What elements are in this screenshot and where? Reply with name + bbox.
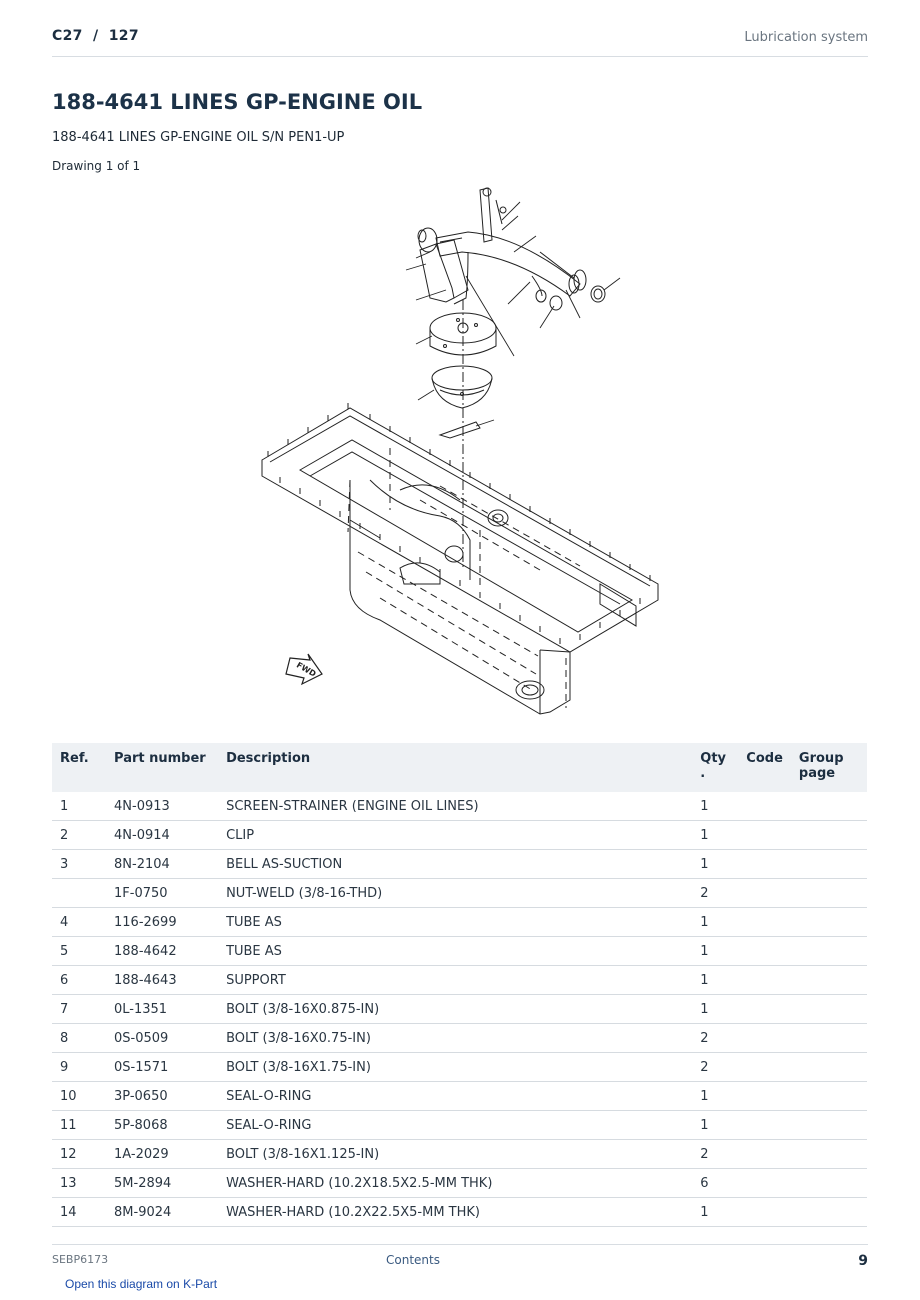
page-number: 9 [858, 1253, 868, 1269]
seal-o-ring-right [591, 286, 605, 302]
table-row [52, 1198, 867, 1227]
col-group-page: Group page [791, 743, 867, 792]
cell-ref: 12 [52, 1140, 106, 1169]
cell-qty: 2 [692, 1140, 738, 1169]
cell-code [738, 792, 791, 821]
col-description: Description [218, 743, 692, 792]
cell-description: WASHER-HARD (10.2X18.5X2.5-MM THK) [218, 1169, 692, 1198]
cell-group-page [791, 937, 867, 966]
cell-part-number: 4N-0913 [106, 792, 218, 821]
cell-description: BOLT (3/8-16X1.125-IN) [218, 1140, 692, 1169]
cell-description: BOLT (3/8-16X1.75-IN) [218, 1053, 692, 1082]
cell-ref: 10 [52, 1082, 106, 1111]
cell-part-number: 3P-0650 [106, 1082, 218, 1111]
cell-code [738, 1024, 791, 1053]
cell-qty: 1 [692, 966, 738, 995]
cell-ref: 13 [52, 1169, 106, 1198]
page-subtitle: 188-4641 LINES GP-ENGINE OIL S/N PEN1-UP [52, 130, 345, 145]
table-row [52, 1082, 867, 1111]
cell-ref: 4 [52, 908, 106, 937]
cell-group-page [791, 908, 867, 937]
cell-description: SEAL-O-RING [218, 1082, 692, 1111]
table-row [52, 821, 867, 850]
cell-part-number: 8N-2104 [106, 850, 218, 879]
cell-ref: 14 [52, 1198, 106, 1227]
open-kpart-link[interactable]: Open this diagram on K-Part [65, 1277, 218, 1291]
cell-description: TUBE AS [218, 908, 692, 937]
cell-description: WASHER-HARD (10.2X22.5X5-MM THK) [218, 1198, 692, 1227]
table-row [52, 908, 867, 937]
leader-lines [406, 202, 620, 426]
cell-code [738, 1140, 791, 1169]
footer-divider [52, 1244, 868, 1245]
cell-qty: 6 [692, 1169, 738, 1198]
cell-part-number: 116-2699 [106, 908, 218, 937]
cell-qty: 2 [692, 1024, 738, 1053]
cell-ref: 7 [52, 995, 106, 1024]
cell-description: BELL AS-SUCTION [218, 850, 692, 879]
table-row [52, 966, 867, 995]
cell-group-page [791, 850, 867, 879]
cell-qty: 1 [692, 850, 738, 879]
col-part-number: Part number [106, 743, 218, 792]
cell-part-number: 188-4643 [106, 966, 218, 995]
breadcrumb: C27 / 127 [52, 28, 139, 44]
cell-code [738, 908, 791, 937]
support-bracket [420, 188, 506, 302]
cell-code [738, 1053, 791, 1082]
cell-group-page [791, 1111, 867, 1140]
seal-o-ring-left [550, 296, 562, 310]
cell-group-page [791, 1198, 867, 1227]
table-row [52, 937, 867, 966]
page-title: 188-4641 LINES GP-ENGINE OIL [52, 90, 423, 114]
contents-link[interactable]: Contents [386, 1253, 440, 1267]
oil-pan [262, 408, 658, 714]
col-ref: Ref. [52, 743, 106, 792]
cell-part-number: 4N-0914 [106, 821, 218, 850]
col-qty: Qty . [692, 743, 738, 792]
cell-ref: 2 [52, 821, 106, 850]
cell-description: BOLT (3/8-16X0.75-IN) [218, 1024, 692, 1053]
cell-part-number: 188-4642 [106, 937, 218, 966]
cell-description: SCREEN-STRAINER (ENGINE OIL LINES) [218, 792, 692, 821]
cell-ref: 9 [52, 1053, 106, 1082]
cell-qty: 1 [692, 1082, 738, 1111]
cell-qty: 1 [692, 995, 738, 1024]
cell-qty: 2 [692, 879, 738, 908]
cell-code [738, 1198, 791, 1227]
cell-group-page [791, 1169, 867, 1198]
cell-group-page [791, 792, 867, 821]
table-row [52, 1111, 867, 1140]
fwd-arrow [286, 654, 322, 684]
cell-code [738, 937, 791, 966]
table-row [52, 1169, 867, 1198]
tube-assembly [418, 228, 586, 304]
cell-part-number: 8M-9024 [106, 1198, 218, 1227]
table-row [52, 792, 867, 821]
cell-code [738, 879, 791, 908]
cell-code [738, 850, 791, 879]
cell-ref: 11 [52, 1111, 106, 1140]
cell-qty: 1 [692, 1111, 738, 1140]
cell-qty: 1 [692, 908, 738, 937]
cell-code [738, 821, 791, 850]
table-row [52, 1140, 867, 1169]
cell-group-page [791, 966, 867, 995]
table-header-row [52, 743, 867, 792]
table-row [52, 1053, 867, 1082]
cell-part-number: 0S-1571 [106, 1053, 218, 1082]
screen-strainer [432, 366, 492, 408]
cell-group-page [791, 1140, 867, 1169]
parts-diagram[interactable] [240, 180, 680, 725]
table-row [52, 1024, 867, 1053]
cell-group-page [791, 1082, 867, 1111]
cell-qty: 1 [692, 1198, 738, 1227]
cell-ref: 5 [52, 937, 106, 966]
cell-description: NUT-WELD (3/8-16-THD) [218, 879, 692, 908]
table-row [52, 995, 867, 1024]
cell-group-page [791, 995, 867, 1024]
page-header [52, 28, 868, 57]
cell-qty: 2 [692, 1053, 738, 1082]
cell-qty: 1 [692, 792, 738, 821]
cell-ref: 1 [52, 792, 106, 821]
cell-code [738, 1111, 791, 1140]
drawing-label: Drawing 1 of 1 [52, 159, 141, 173]
clip [440, 422, 480, 438]
cell-group-page [791, 821, 867, 850]
cell-part-number: 0L-1351 [106, 995, 218, 1024]
cell-description: CLIP [218, 821, 692, 850]
cell-ref: 6 [52, 966, 106, 995]
cell-description: TUBE AS [218, 937, 692, 966]
cell-code [738, 966, 791, 995]
cell-group-page [791, 1024, 867, 1053]
cell-qty: 1 [692, 821, 738, 850]
cell-code [738, 1082, 791, 1111]
cell-description: SUPPORT [218, 966, 692, 995]
col-code: Code [738, 743, 791, 792]
cell-group-page [791, 879, 867, 908]
cell-part-number: 5M-2894 [106, 1169, 218, 1198]
cell-part-number: 1F-0750 [106, 879, 218, 908]
cell-part-number: 1A-2029 [106, 1140, 218, 1169]
section-name: Lubrication system [744, 30, 868, 45]
table-row [52, 850, 867, 879]
cell-ref: 8 [52, 1024, 106, 1053]
cell-description: BOLT (3/8-16X0.875-IN) [218, 995, 692, 1024]
document-id: SEBP6173 [52, 1253, 109, 1266]
cell-code [738, 995, 791, 1024]
cell-code [738, 1169, 791, 1198]
cell-part-number: 5P-8068 [106, 1111, 218, 1140]
parts-table [52, 743, 867, 1227]
cell-ref: 3 [52, 850, 106, 879]
cell-ref [52, 879, 106, 908]
cell-part-number: 0S-0509 [106, 1024, 218, 1053]
table-row [52, 879, 867, 908]
fwd-label: FWD [294, 660, 318, 679]
cell-group-page [791, 1053, 867, 1082]
cell-description: SEAL-O-RING [218, 1111, 692, 1140]
cell-qty: 1 [692, 937, 738, 966]
flange-bolts [268, 403, 650, 644]
